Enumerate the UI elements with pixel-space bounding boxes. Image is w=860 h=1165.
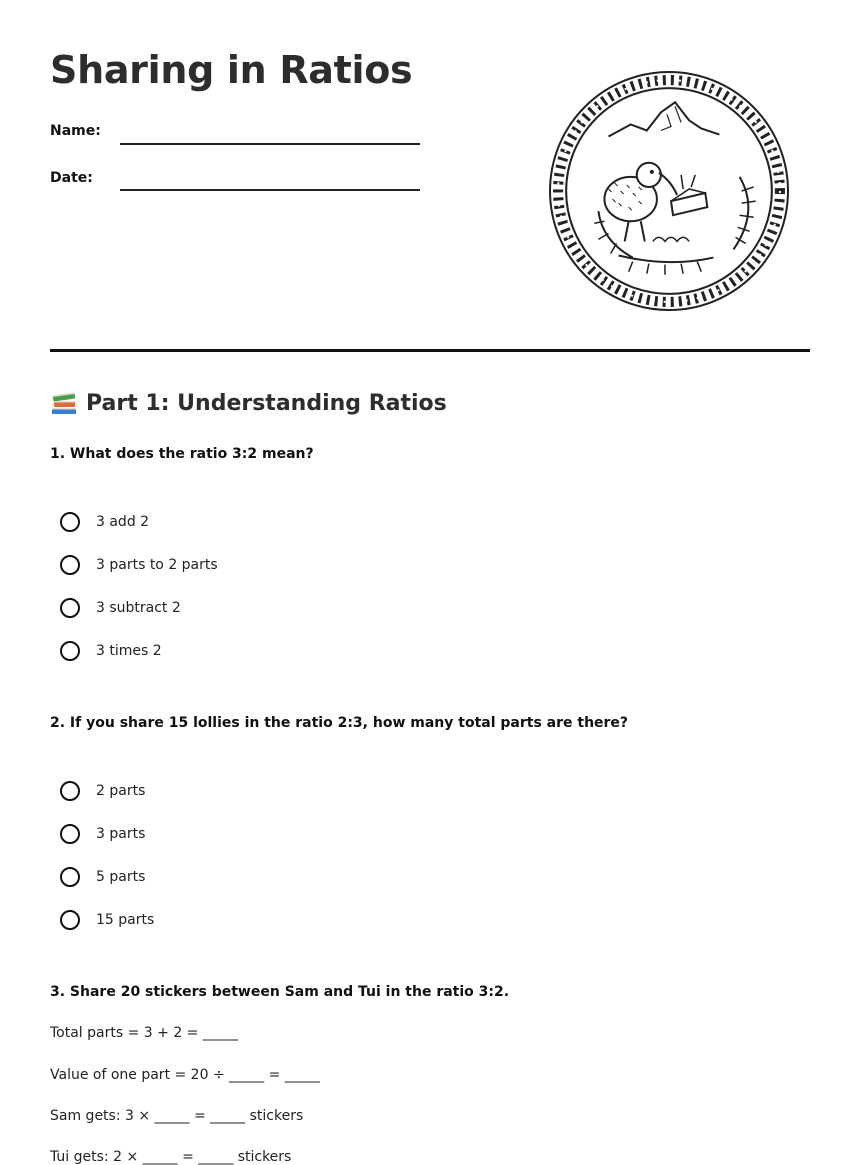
question-3-prompt: 3. Share 20 stickers between Sam and Tui in the ratio 3:2. [50, 984, 510, 1000]
question-1-option-1[interactable] [60, 512, 149, 532]
date-label: Date: [50, 170, 93, 186]
option-label: 3 parts [96, 826, 146, 842]
radio-button[interactable] [60, 824, 80, 844]
question-2-option-2[interactable] [60, 824, 145, 844]
section-heading-text: Part 1: Understanding Ratios [86, 390, 447, 416]
question-1-option-3[interactable] [60, 598, 181, 618]
question-2-prompt: 2. If you share 15 lollies in the ratio 2:3, how many total parts are there? [50, 715, 629, 731]
section-divider [50, 349, 810, 352]
question-1-option-2[interactable] [60, 555, 218, 575]
question-2-option-3[interactable] [60, 867, 145, 887]
option-label: 3 parts to 2 parts [96, 557, 218, 573]
option-label: 15 parts [96, 912, 155, 928]
radio-button[interactable] [60, 781, 80, 801]
books-icon [50, 390, 78, 416]
radio-button[interactable] [60, 910, 80, 930]
radio-button[interactable] [60, 598, 80, 618]
option-label: 3 add 2 [96, 514, 150, 530]
name-label: Name: [50, 123, 101, 139]
radio-button[interactable] [60, 512, 80, 532]
kiwi-emblem-logo [548, 70, 790, 312]
option-label: 3 subtract 2 [96, 600, 181, 616]
question-3-line-tui: Tui gets: 2 × _____ = _____ stickers [50, 1149, 292, 1165]
question-3-line-total-parts: Total parts = 3 + 2 = _____ [50, 1025, 238, 1041]
radio-button[interactable] [60, 641, 80, 661]
option-label: 2 parts [96, 783, 146, 799]
section-heading-part-1 [50, 390, 447, 416]
name-field[interactable] [120, 143, 420, 145]
question-2-option-4[interactable] [60, 910, 154, 930]
question-3-line-one-part: Value of one part = 20 ÷ _____ = _____ [50, 1067, 320, 1083]
date-field[interactable] [120, 189, 420, 191]
option-label: 5 parts [96, 869, 146, 885]
option-label: 3 times 2 [96, 643, 162, 659]
radio-button[interactable] [60, 867, 80, 887]
radio-button[interactable] [60, 555, 80, 575]
worksheet-title: Sharing in Ratios [50, 48, 413, 92]
question-2-option-1[interactable] [60, 781, 145, 801]
question-1-option-4[interactable] [60, 641, 162, 661]
question-1-prompt: 1. What does the ratio 3:2 mean? [50, 446, 314, 462]
question-3-line-sam: Sam gets: 3 × _____ = _____ stickers [50, 1108, 304, 1124]
